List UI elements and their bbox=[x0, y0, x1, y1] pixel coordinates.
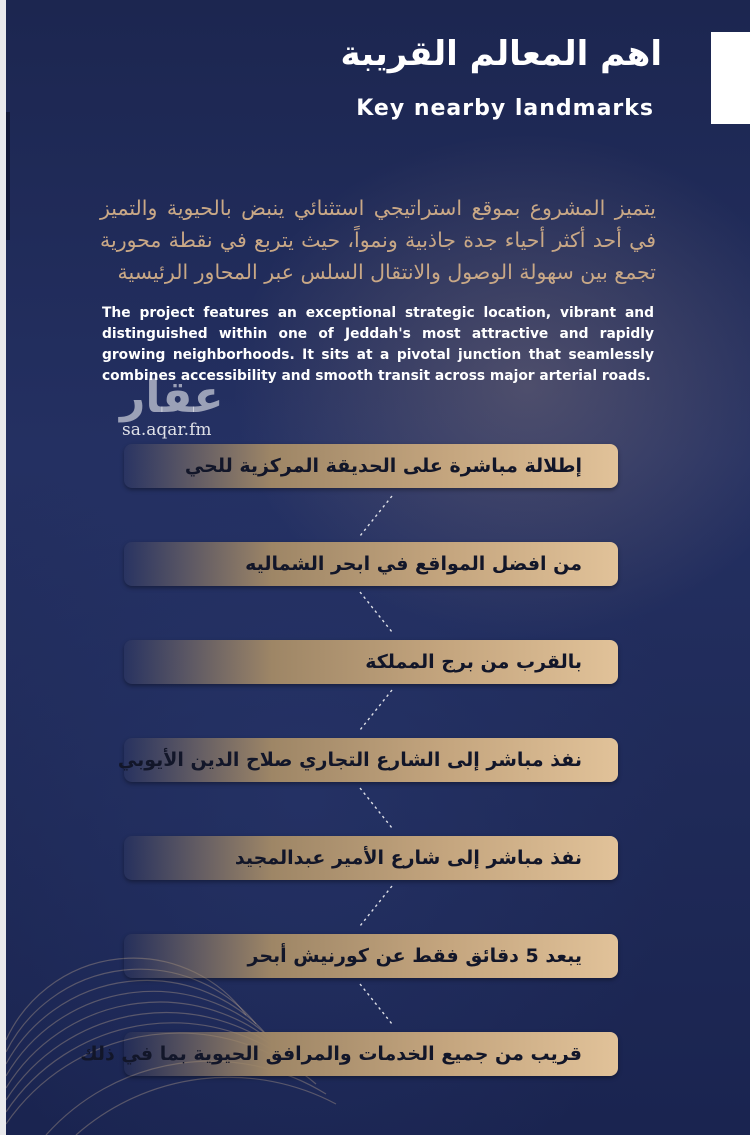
connector-2 bbox=[360, 592, 392, 632]
connector-1 bbox=[360, 496, 392, 536]
connector-5 bbox=[360, 886, 392, 926]
connector-4 bbox=[360, 788, 392, 828]
landmark-label: بالقرب من برج المملكة bbox=[365, 651, 582, 673]
landmark-label: إطلالة مباشرة على الحديقة المركزية للحي bbox=[184, 455, 582, 477]
connector-6 bbox=[360, 984, 392, 1024]
landmark-item-3 bbox=[124, 640, 618, 684]
landmark-item-1 bbox=[124, 444, 618, 488]
landmark-item-4 bbox=[117, 738, 618, 782]
landmark-item-5 bbox=[124, 836, 618, 880]
page-title-arabic: اهم المعالم القريبة bbox=[340, 34, 662, 74]
landmarks-page bbox=[6, 0, 750, 1135]
landmark-item-7 bbox=[80, 1032, 618, 1076]
landmark-item-6 bbox=[124, 934, 618, 978]
landmark-label: نفذ مباشر إلى الشارع التجاري صلاح الدين الأيوبي bbox=[117, 749, 582, 771]
watermark-logo-arabic: عقار bbox=[120, 372, 224, 423]
description-english: The project features an exceptional strategic location, vibrant and distinguished within one of Jeddah's most attractive and rapidly growing neighborhoods. It sits at a pivotal junction that seamlessly combines accessibility and smooth transit across major arterial roads. bbox=[102, 305, 654, 384]
landmark-label: قريب من جميع الخدمات والمرافق الحيوية بما في ذلك bbox=[80, 1043, 582, 1065]
landmark-item-2 bbox=[124, 542, 618, 586]
landmark-label: نفذ مباشر إلى شارع الأمير عبدالمجيد bbox=[234, 847, 582, 869]
landmark-label: يبعد 5 دقائق فقط عن كورنيش أبحر bbox=[247, 945, 582, 967]
landmark-label: من افضل المواقع في ابحر الشماليه bbox=[245, 553, 582, 575]
page-title-english: Key nearby landmarks bbox=[356, 96, 654, 121]
connector-3 bbox=[360, 690, 392, 730]
watermark-url: sa.aqar.fm bbox=[122, 420, 212, 440]
description-arabic: يتميز المشروع بموقع استراتيجي استثنائي ينبض بالحيوية والتميز في أحد أكثر أحياء جدة جاذبية ونمواً، حيث يتربع في نقطة محورية تجمع بين سهولة الوصول والانتقال السلس عبر المحاور الرئيسية bbox=[100, 196, 656, 284]
